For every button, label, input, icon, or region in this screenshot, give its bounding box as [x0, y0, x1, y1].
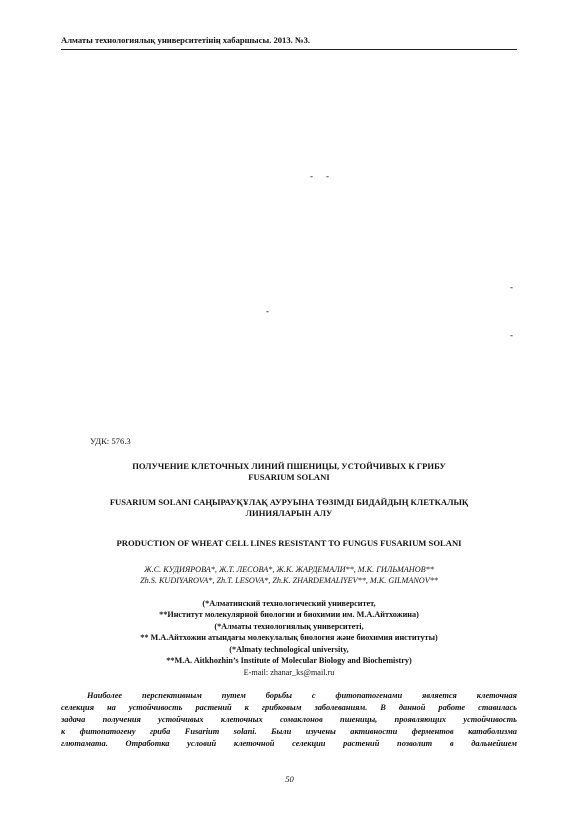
abstract-line: задача получения устойчивых клеточных сомаклонов пшеницы, проявляющих устойчивость — [61, 715, 517, 724]
stray-mark: - — [310, 171, 313, 181]
affiliation-line: (*Алматы технологиялық университеті, — [214, 622, 364, 631]
title-kz-line1: FUSARIUM SOLANI САҢЫРАУҚҰЛАҚ АУРУЫНА ТӨЗІМДІ БИДАЙДЫҢ КЛЕТКАЛЫҚ — [109, 497, 469, 507]
stray-mark: - — [266, 306, 269, 316]
affiliation-line: **M.A. Aitkhozhin’s Institute of Molecular Biology and Biochemistry) — [166, 656, 412, 665]
header-divider — [61, 49, 517, 50]
title-kz-line2: ЛИНИЯЛАРЫН АЛУ — [245, 508, 333, 518]
title-en: PRODUCTION OF WHEAT CELL LINES RESISTANT TO FUNGUS FUSARIUM SOLANI — [116, 538, 462, 548]
udk-code: УДК: 576.3 — [90, 436, 131, 446]
stray-mark: - — [510, 282, 513, 292]
affiliation-line: (*Almaty technological university, — [229, 645, 349, 654]
journal-header: Алматы технологиялық университетінің хабаршысы. 2013. №3. — [61, 35, 311, 45]
abstract-line: к фитопатогену гриба Fusarium solani. Были изучены активности ферментов катаболизма — [61, 727, 517, 736]
abstract-line: Наиболее перспективным путем борьбы с фитопатогенами является клеточная — [87, 691, 517, 700]
contact-email: E-mail: zhanar_ks@mail.ru — [243, 668, 335, 677]
affiliation-line: **Институт молекулярной биологии и биохимии им. М.А.Айтхожина) — [159, 610, 419, 619]
abstract-line: селекция на устойчивость растений к грибковым заболеваниям. В данной работе ставилась — [61, 703, 517, 712]
title-ru-line1: ПОЛУЧЕНИЕ КЛЕТОЧНЫХ ЛИНИЙ ПШЕНИЦЫ, УСТОЙЧИВЫХ К ГРИБУ — [132, 461, 446, 471]
stray-mark: - — [326, 171, 329, 181]
title-ru-line2: FUSARIUM SOLANI — [248, 472, 330, 482]
authors-en: Zh.S. KUDIYAROVA*, Zh.T. LESOVA*, Zh.K. ZHARDEMALIYEV**, M.K. GILMANOV** — [140, 576, 438, 585]
page-number: 50 — [285, 774, 294, 784]
abstract-line: глютамата. Отработка условий клеточной селекции растений позволит в дальнейшем — [61, 739, 517, 748]
affiliation-line: (*Алматинский технологический университет, — [202, 599, 376, 608]
stray-mark: - — [510, 330, 513, 340]
authors-ru: Ж.С. КУДИЯРОВА*, Ж.Т. ЛЕСОВА*, Ж.К. ЖАРДЕМАЛИ**, М.К. ГИЛЬМАНОВ** — [144, 565, 434, 574]
affiliation-line: ** М.А.Айтхожин атындағы молекулалық биология және биохимия институты) — [140, 633, 438, 642]
